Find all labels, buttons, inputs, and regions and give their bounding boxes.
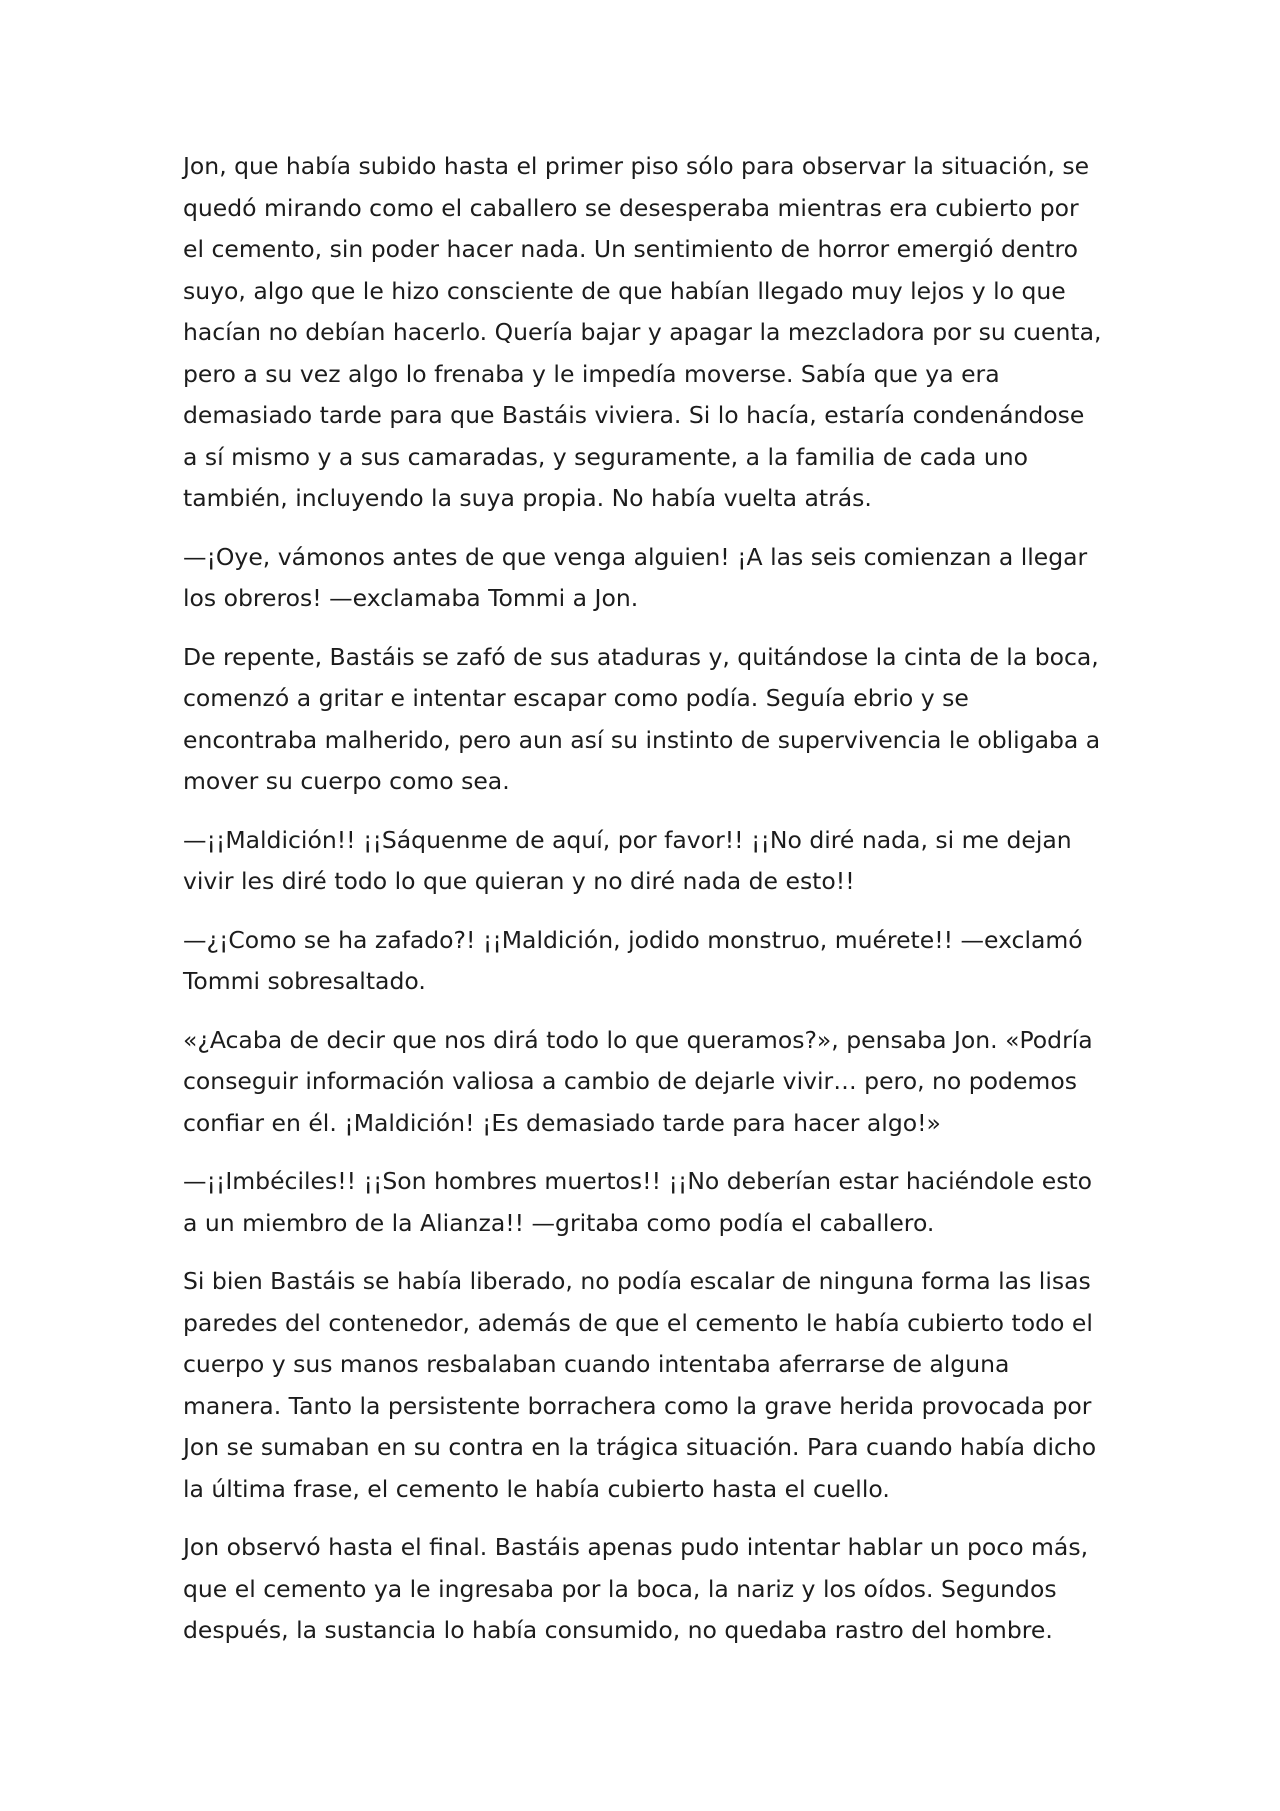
paragraph: —¿¡Como se ha zafado?! ¡¡Maldición, jodido monstruo, muérete!! —exclamó Tommi sobresaltado. [183, 925, 1083, 995]
paragraph: Jon observó hasta el final. Bastáis apenas pudo intentar hablar un poco más, que el cemento ya le ingresaba por la boca, la nariz y los oídos. Segundos después, la sustancia lo había consumido, no quedaba rastro del hombre. [183, 1533, 1089, 1644]
document-body [183, 146, 1103, 1669]
paragraph: «¿Acaba de decir que nos dirá todo lo que queramos?», pensaba Jon. «Podría conseguir información valiosa a cambio de dejarle vivir… pero, no podemos confiar en él. ¡Maldición! ¡Es demasiado tarde para hacer algo!» [183, 1025, 1093, 1137]
paragraph: —¡¡Maldición!! ¡¡Sáquenme de aquí, por favor!! ¡¡No diré nada, si me dejan vivir les diré todo lo que quieran y no diré nada de esto!! [183, 825, 1072, 895]
paragraph: —¡Oye, vámonos antes de que venga alguien! ¡A las seis comienzan a llegar los obreros! —exclamaba Tommi a Jon. [183, 542, 1088, 612]
paragraph: Jon, que había subido hasta el primer piso sólo para observar la situación, se quedó mirando como el caballero se desesperaba mientras era cubierto por el cemento, sin poder hacer nada. Un sentimiento de horror emergió dentro suyo, algo que le hizo consciente de que habían llegado muy lejos y lo que hacían no debían hacerlo. Quería bajar y apagar la mezcladora por su cuenta, pero a su vez algo lo frenaba y le impedía moverse. Sabía que ya era demasiado tarde para que Bastáis viviera. Si lo hacía, estaría condenándose a sí mismo y a sus camaradas, y seguramente, a la familia de cada uno también, incluyendo la suya propia. No había vuelta atrás. [183, 152, 1102, 512]
paragraph: Si bien Bastáis se había liberado, no podía escalar de ninguna forma las lisas paredes del contenedor, además de que el cemento le había cubierto todo el cuerpo y sus manos resbalaban cuando intentaba aferrarse de alguna manera. Tanto la persistente borrachera como la grave herida provocada por Jon se sumaban en su contra en la trágica situación. Para cuando había dicho la última frase, el cemento le había cubierto hasta el cuello. [183, 1267, 1097, 1503]
paragraph: —¡¡Imbéciles!! ¡¡Son hombres muertos!! ¡¡No deberían estar haciéndole esto a un miembro de la Alianza!! —gritaba como podía el caballero. [183, 1167, 1093, 1237]
paragraph: De repente, Bastáis se zafó de sus ataduras y, quitándose la cinta de la boca, comenzó a gritar e intentar escapar como podía. Seguía ebrio y se encontraba malherido, pero aun así su instinto de supervivencia le obligaba a mover su cuerpo como sea. [183, 642, 1101, 795]
